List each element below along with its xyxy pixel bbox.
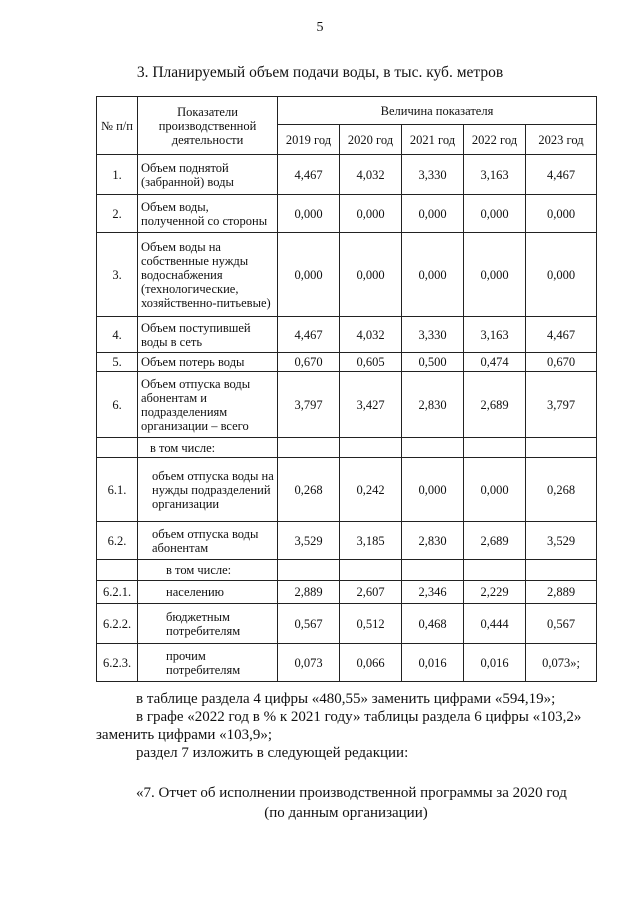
row-name: бюджетным потребителям	[138, 604, 278, 644]
row-value: 0,000	[402, 195, 464, 233]
row-value: 3,163	[464, 317, 526, 353]
row-num: 6.2.3.	[97, 644, 138, 682]
row-value: 0,242	[340, 458, 402, 522]
row-value: 0,066	[340, 644, 402, 682]
row-name: Объем воды, полученной со стороны	[138, 195, 278, 233]
row-value: 4,467	[278, 155, 340, 195]
row-value: 2,689	[464, 522, 526, 560]
amendment-line: в графе «2022 год в % к 2021 году» таблицы раздела 6 цифры «103,2» заменить цифрами «103,9»;	[96, 709, 582, 743]
row-value: 3,797	[526, 372, 597, 438]
table-row	[97, 353, 597, 372]
row-value: 4,467	[278, 317, 340, 353]
row-value: 3,185	[340, 522, 402, 560]
table-row	[97, 195, 597, 233]
row-num: 4.	[97, 317, 138, 353]
row-num: 6.	[97, 372, 138, 438]
row-value: 0,268	[526, 458, 597, 522]
water-supply-table	[96, 96, 597, 682]
header-indicator: Показатели производственной деятельности	[138, 97, 278, 155]
row-value: 0,000	[340, 233, 402, 317]
table-row	[97, 522, 597, 560]
row-value: 3,330	[402, 317, 464, 353]
row-num: 6.2.2.	[97, 604, 138, 644]
row-value: 0,605	[340, 353, 402, 372]
row-value	[340, 560, 402, 581]
row-value: 2,607	[340, 581, 402, 604]
table-row	[97, 438, 597, 458]
row-value: 0,000	[464, 195, 526, 233]
row-value: 0,268	[278, 458, 340, 522]
row-value: 2,229	[464, 581, 526, 604]
row-value: 0,000	[526, 195, 597, 233]
row-name: объем отпуска воды на нужды подразделений организации	[138, 458, 278, 522]
row-value: 0,000	[464, 233, 526, 317]
header-year: 2022 год	[464, 125, 526, 155]
row-value: 3,330	[402, 155, 464, 195]
row-name: в том числе:	[138, 560, 278, 581]
row-value: 0,468	[402, 604, 464, 644]
row-name: Объем поступившей воды в сеть	[138, 317, 278, 353]
amendment-text	[96, 690, 596, 762]
table-row	[97, 372, 597, 438]
row-value	[464, 560, 526, 581]
row-value	[278, 438, 340, 458]
row-value: 0,567	[278, 604, 340, 644]
row-num	[97, 438, 138, 458]
row-num: 6.2.	[97, 522, 138, 560]
table-row	[97, 581, 597, 604]
row-name: Объем потерь воды	[138, 353, 278, 372]
row-value: 0,016	[464, 644, 526, 682]
row-value: 2,889	[278, 581, 340, 604]
row-name: населению	[138, 581, 278, 604]
header-year: 2021 год	[402, 125, 464, 155]
row-value	[464, 438, 526, 458]
row-value: 2,889	[526, 581, 597, 604]
amendment-line: раздел 7 изложить в следующей редакции:	[136, 745, 409, 761]
quoted-title-subline: (по данным организации)	[264, 805, 428, 821]
row-value: 2,830	[402, 522, 464, 560]
header-num: № п/п	[97, 97, 138, 155]
row-value: 4,467	[526, 155, 597, 195]
row-value: 3,163	[464, 155, 526, 195]
quoted-section-title	[96, 783, 596, 823]
row-value: 0,073	[278, 644, 340, 682]
row-value: 4,032	[340, 155, 402, 195]
table-row	[97, 644, 597, 682]
row-value: 2,346	[402, 581, 464, 604]
row-value: 3,529	[278, 522, 340, 560]
header-year: 2023 год	[526, 125, 597, 155]
header-value-group: Величина показателя	[278, 97, 597, 125]
section-title: 3. Планируемый объем подачи воды, в тыс. куб. метров	[136, 64, 504, 81]
row-name: объем отпуска воды абонентам	[138, 522, 278, 560]
table-row	[97, 233, 597, 317]
row-value	[526, 560, 597, 581]
row-value: 0,670	[526, 353, 597, 372]
table-row	[97, 560, 597, 581]
row-value: 0,567	[526, 604, 597, 644]
table-row	[97, 458, 597, 522]
row-value: 0,016	[402, 644, 464, 682]
row-value: 0,474	[464, 353, 526, 372]
row-value: 0,000	[340, 195, 402, 233]
row-value	[526, 438, 597, 458]
row-num: 1.	[97, 155, 138, 195]
header-year: 2019 год	[278, 125, 340, 155]
row-value: 0,000	[278, 233, 340, 317]
row-value	[340, 438, 402, 458]
row-value: 3,427	[340, 372, 402, 438]
row-name: Объем поднятой (забранной) воды	[138, 155, 278, 195]
row-value	[278, 560, 340, 581]
row-name: прочим потребителям	[138, 644, 278, 682]
row-name: Объем отпуска воды абонентам и подразделениям организации – всего	[138, 372, 278, 438]
row-value: 3,797	[278, 372, 340, 438]
row-value: 0,500	[402, 353, 464, 372]
row-value: 2,689	[464, 372, 526, 438]
row-value: 4,032	[340, 317, 402, 353]
row-name: в том числе:	[138, 438, 278, 458]
row-num: 2.	[97, 195, 138, 233]
table-row	[97, 317, 597, 353]
amendment-line: в таблице раздела 4 цифры «480,55» заменить цифрами «594,19»;	[136, 691, 556, 707]
row-value	[402, 560, 464, 581]
row-num: 5.	[97, 353, 138, 372]
row-num: 6.2.1.	[97, 581, 138, 604]
row-value: 0,000	[402, 233, 464, 317]
row-num	[97, 560, 138, 581]
row-value: 0,000	[526, 233, 597, 317]
row-value: 0,000	[278, 195, 340, 233]
row-value: 0,512	[340, 604, 402, 644]
page-number: 5	[316, 20, 324, 35]
row-value: 0,670	[278, 353, 340, 372]
row-num: 6.1.	[97, 458, 138, 522]
quoted-title-line: «7. Отчет об исполнении производственной программы за 2020 год	[136, 785, 567, 801]
row-name: Объем воды на собственные нужды водоснабжения (технологические, хозяйственно-питьевые)	[138, 233, 278, 317]
row-value: 2,830	[402, 372, 464, 438]
row-value: 4,467	[526, 317, 597, 353]
row-value: 0,073»;	[526, 644, 597, 682]
row-value: 0,000	[464, 458, 526, 522]
header-year: 2020 год	[340, 125, 402, 155]
table-row	[97, 155, 597, 195]
row-value	[402, 438, 464, 458]
row-num: 3.	[97, 233, 138, 317]
row-value: 0,444	[464, 604, 526, 644]
row-value: 3,529	[526, 522, 597, 560]
table-row	[97, 604, 597, 644]
row-value: 0,000	[402, 458, 464, 522]
